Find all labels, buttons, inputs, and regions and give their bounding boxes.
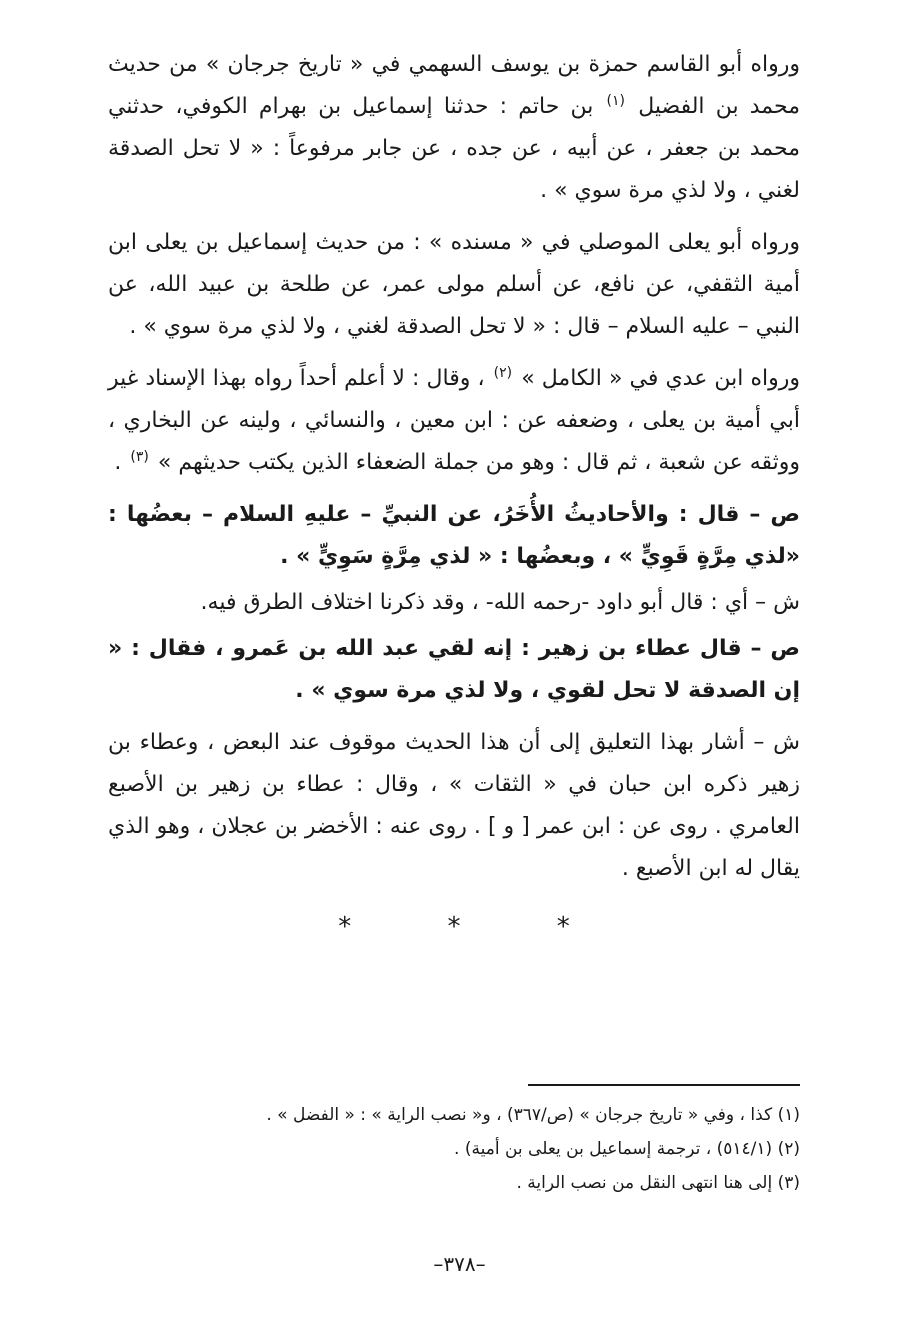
paragraph-3 (108, 358, 800, 484)
footnote-2: (٢) (٥١٤/١) ، ترجمة إسماعيل بن يعلى بن أمية) . (454, 1139, 800, 1159)
paragraph-3-text-c: . (114, 450, 122, 475)
matn-paragraph-1: ص – قال : والأحاديثُ الأُخَرُ، عن النبيِّ – عليهِ السلام – بعضُها : «لذي مِرَّةٍ قَوِيٍّ » ، وبعضُها : « لذي مِرَّةٍ سَوِيٍّ » . (108, 502, 800, 569)
page-number: –٣٧٨– (433, 1252, 486, 1276)
matn-paragraph-2: ص – قال عطاء بن زهير : إنه لقي عبد الله بن عَمرو ، فقال : « إن الصدقة لا تحل لقوي ، ولا لذي مرة سوي » . (108, 636, 800, 703)
footnotes-section (108, 1098, 800, 1200)
sharh-paragraph-1: ش – أي : قال أبو داود -رحمه الله- ، وقد ذكرنا اختلاف الطرق فيه. (200, 590, 800, 615)
footnote-ref-1[interactable]: (١) (606, 92, 625, 109)
section-separator: * * * (338, 912, 614, 942)
footnote-divider (528, 1084, 800, 1086)
footnote-ref-3[interactable]: (٣) (130, 448, 149, 465)
sharh-paragraph-2: ش – أشار بهذا التعليق إلى أن هذا الحديث موقوف عند البعض ، وعطاء بن زهير ذكره ابن حبان في « الثقات » ، وقال : عطاء بن زهير بن الأصبع العامري . روى عن : ابن عمر [ و ] . روى عنه : الأخضر بن عجلان ، وهو الذي يقال له ابن الأصبع . (108, 730, 800, 881)
footnote-ref-2[interactable]: (٢) (493, 364, 513, 381)
footnote-3: (٣) إلى هنا انتهى النقل من نصب الراية . (516, 1173, 800, 1193)
paragraph-1-text-a: ورواه أبو القاسم حمزة بن يوسف السهمي في « تاريخ جرجان » من حديث محمد بن الفضيل (108, 52, 800, 119)
paragraph-1-text-b: بن حاتم : حدثنا إسماعيل بن بهرام الكوفي، حدثني محمد بن جعفر ، عن أبيه ، عن جده ، عن جابر مرفوعاً : « لا تحل الصدقة لغني ، ولا لذي مرة سوي » . (108, 94, 800, 203)
paragraph-3-text-b: ، وقال : لا أعلم أحداً رواه بهذا الإسناد غير أبي أمية بن يعلى ، وضعفه عن : ابن معين ، والنسائي ، ولينه عن البخاري ، ووثقه عن شعبة ، ثم قال : وهو من جملة الضعفاء الذين يكتب حديثهم » (108, 366, 800, 475)
page-body (108, 44, 800, 944)
paragraph-3-text-a: ورواه ابن عدي في « الكامل » (521, 366, 801, 391)
paragraph-1 (108, 44, 800, 212)
paragraph-2: ورواه أبو يعلى الموصلي في « مسنده » : من حديث إسماعيل بن يعلى ابن أمية الثقفي، عن نافع، عن أسلم مولى عمر، عن طلحة بن عبيد الله، عن النبي – عليه السلام – قال : « لا تحل الصدقة لغني ، ولا لذي مرة سوي » . (108, 230, 800, 339)
footnote-1: (١) كذا ، وفي « تاريخ جرجان » (ص/٣٦٧) ، و« نصب الراية » : « الفضل » . (266, 1105, 800, 1125)
